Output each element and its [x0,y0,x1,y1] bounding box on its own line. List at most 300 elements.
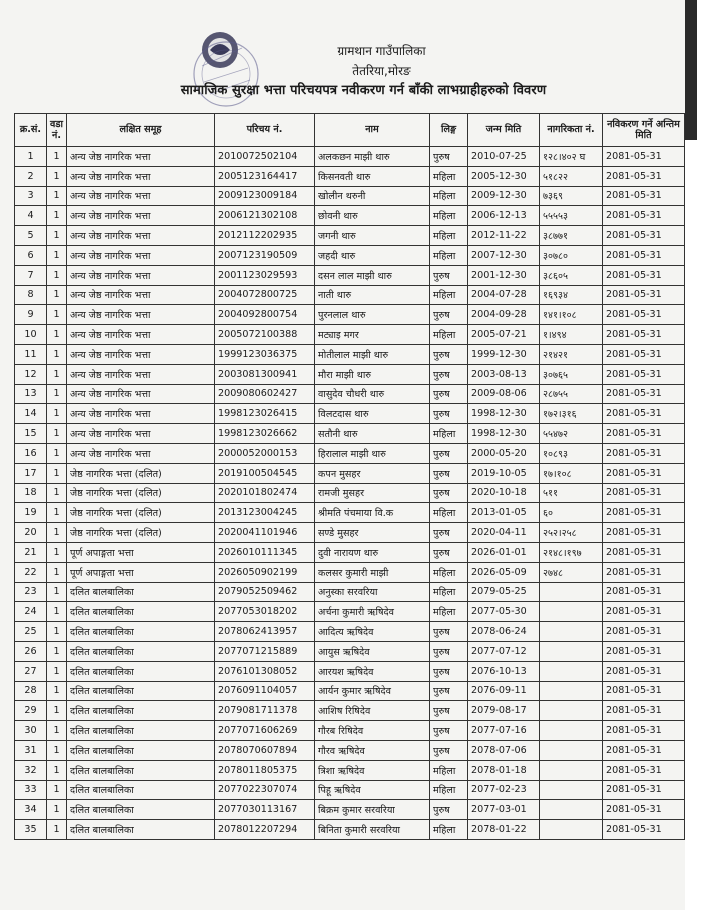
cell-dob: 1998-12-30 [468,424,540,444]
cell-gender: महिला [430,582,468,602]
cell-name: गौरव ऋषिदेव [315,740,430,760]
cell-target-group: दलित बालबालिका [67,760,215,780]
cell-dob: 2009-08-06 [468,384,540,404]
cell-dob: 2077-05-30 [468,602,540,622]
cell-renewal-deadline: 2081-05-31 [603,424,685,444]
cell-gender: महिला [430,602,468,622]
cell-target-group: अन्य जेष्ठ नागरिक भत्ता [67,147,215,167]
cell-target-group: जेष्ठ नागरिक भत्ता (दलित) [67,463,215,483]
cell-ward: 1 [47,483,67,503]
cell-renewal-deadline: 2081-05-31 [603,681,685,701]
cell-ward: 1 [47,166,67,186]
col-target-group: लक्षित समूह [67,114,215,147]
cell-target-group: अन्य जेष्ठ नागरिक भत्ता [67,166,215,186]
cell-gender: महिला [430,166,468,186]
table-row [15,602,685,622]
cell-citizenship [540,622,603,642]
cell-ward: 1 [47,721,67,741]
table-row [15,820,685,840]
table-row [15,562,685,582]
cell-dob: 2077-03-01 [468,800,540,820]
cell-name: मौरा माझी थारु [315,364,430,384]
cell-dob: 2026-01-01 [468,542,540,562]
cell-ward: 1 [47,404,67,424]
cell-citizenship: ५११ [540,483,603,503]
cell-name: जगनी थारु [315,226,430,246]
cell-id-number: 2079052509462 [215,582,315,602]
cell-name: नाती थारु [315,285,430,305]
cell-citizenship [540,602,603,622]
cell-citizenship: १४१।१०८ [540,305,603,325]
table-row [15,206,685,226]
cell-name: आरयश ऋषिदेव [315,661,430,681]
cell-renewal-deadline: 2081-05-31 [603,245,685,265]
cell-dob: 2009-12-30 [468,186,540,206]
cell-gender: पुरुष [430,701,468,721]
table-row [15,226,685,246]
cell-citizenship: ५५५५३ [540,206,603,226]
cell-citizenship: ५१८२२ [540,166,603,186]
cell-name: त्रिशा ऋषिदेव [315,760,430,780]
cell-serial: 21 [15,542,47,562]
cell-id-number: 1999123036375 [215,344,315,364]
cell-target-group: अन्य जेष्ठ नागरिक भत्ता [67,424,215,444]
cell-id-number: 2026050902199 [215,562,315,582]
cell-dob: 2012-11-22 [468,226,540,246]
cell-renewal-deadline: 2081-05-31 [603,503,685,523]
cell-name: आर्यन कुमार ऋषिदेव [315,681,430,701]
cell-target-group: जेष्ठ नागरिक भत्ता (दलित) [67,503,215,523]
cell-name: अर्चना कुमारी ऋषिदेव [315,602,430,622]
cell-citizenship: २१४८।१९७ [540,542,603,562]
table-row [15,424,685,444]
cell-name: सण्डे मुसहर [315,523,430,543]
cell-renewal-deadline: 2081-05-31 [603,483,685,503]
cell-citizenship: १०८९३ [540,443,603,463]
cell-ward: 1 [47,661,67,681]
cell-renewal-deadline: 2081-05-31 [603,641,685,661]
col-dob: जन्म मिति [468,114,540,147]
cell-serial: 24 [15,602,47,622]
table-row [15,245,685,265]
cell-dob: 2076-10-13 [468,661,540,681]
cell-id-number: 2013123004245 [215,503,315,523]
cell-serial: 10 [15,325,47,345]
cell-renewal-deadline: 2081-05-31 [603,820,685,840]
table-row [15,147,685,167]
cell-renewal-deadline: 2081-05-31 [603,760,685,780]
cell-gender: पुरुष [430,147,468,167]
table-row [15,285,685,305]
cell-id-number: 2004072800725 [215,285,315,305]
table-row [15,681,685,701]
cell-citizenship: २५२।२५८ [540,523,603,543]
table-row [15,641,685,661]
cell-target-group: दलित बालबालिका [67,622,215,642]
municipality-name: ग्रामथान गाउँपालिका [337,44,426,58]
cell-renewal-deadline: 2081-05-31 [603,384,685,404]
cell-renewal-deadline: 2081-05-31 [603,562,685,582]
cell-id-number: 2020041101946 [215,523,315,543]
cell-ward: 1 [47,523,67,543]
cell-citizenship: ३८७७१ [540,226,603,246]
table-row [15,503,685,523]
cell-name: बिक्रम कुमार सरवरिया [315,800,430,820]
cell-ward: 1 [47,740,67,760]
cell-id-number: 2077022307074 [215,780,315,800]
cell-target-group: अन्य जेष्ठ नागरिक भत्ता [67,186,215,206]
cell-name: वासुदेव चौधरी थारु [315,384,430,404]
cell-citizenship [540,740,603,760]
cell-serial: 3 [15,186,47,206]
col-gender: लिङ्ग [430,114,468,147]
cell-ward: 1 [47,820,67,840]
cell-gender: पुरुष [430,265,468,285]
cell-dob: 2076-09-11 [468,681,540,701]
cell-target-group: दलित बालबालिका [67,800,215,820]
table-row [15,463,685,483]
cell-renewal-deadline: 2081-05-31 [603,582,685,602]
cell-serial: 30 [15,721,47,741]
cell-gender: पुरुष [430,404,468,424]
cell-citizenship: ७३६९ [540,186,603,206]
cell-renewal-deadline: 2081-05-31 [603,226,685,246]
cell-dob: 2005-07-21 [468,325,540,345]
table-row [15,780,685,800]
cell-target-group: दलित बालबालिका [67,602,215,622]
cell-renewal-deadline: 2081-05-31 [603,305,685,325]
cell-gender: महिला [430,325,468,345]
cell-renewal-deadline: 2081-05-31 [603,325,685,345]
cell-target-group: दलित बालबालिका [67,820,215,840]
cell-renewal-deadline: 2081-05-31 [603,740,685,760]
cell-id-number: 2078062413957 [215,622,315,642]
cell-target-group: अन्य जेष्ठ नागरिक भत्ता [67,404,215,424]
cell-id-number: 1998123026415 [215,404,315,424]
cell-ward: 1 [47,582,67,602]
cell-serial: 9 [15,305,47,325]
table-row [15,186,685,206]
table-row [15,523,685,543]
cell-target-group: अन्य जेष्ठ नागरिक भत्ता [67,305,215,325]
cell-ward: 1 [47,701,67,721]
cell-serial: 15 [15,424,47,444]
cell-target-group: दलित बालबालिका [67,740,215,760]
cell-renewal-deadline: 2081-05-31 [603,443,685,463]
cell-ward: 1 [47,463,67,483]
cell-target-group: दलित बालबालिका [67,721,215,741]
table-row [15,800,685,820]
cell-name: दसन लाल माझी थारु [315,265,430,285]
cell-target-group: जेष्ठ नागरिक भत्ता (दलित) [67,483,215,503]
cell-id-number: 2079081711378 [215,701,315,721]
table-row [15,384,685,404]
cell-renewal-deadline: 2081-05-31 [603,542,685,562]
cell-name: हिरालाल माझी थारु [315,443,430,463]
cell-dob: 2004-09-28 [468,305,540,325]
cell-citizenship [540,641,603,661]
table-row [15,265,685,285]
cell-citizenship: २१४२१ [540,344,603,364]
cell-id-number: 2009123009184 [215,186,315,206]
cell-target-group: दलित बालबालिका [67,641,215,661]
cell-ward: 1 [47,384,67,404]
cell-serial: 25 [15,622,47,642]
cell-citizenship [540,582,603,602]
cell-renewal-deadline: 2081-05-31 [603,602,685,622]
cell-ward: 1 [47,542,67,562]
cell-name: खोलीन थरुनी [315,186,430,206]
cell-serial: 28 [15,681,47,701]
cell-renewal-deadline: 2081-05-31 [603,701,685,721]
table-row [15,740,685,760]
cell-serial: 31 [15,740,47,760]
cell-gender: महिला [430,760,468,780]
cell-name: आदित्य ऋषिदेव [315,622,430,642]
cell-ward: 1 [47,602,67,622]
cell-serial: 17 [15,463,47,483]
cell-ward: 1 [47,443,67,463]
cell-gender: पुरुष [430,622,468,642]
cell-name: गौरब रिषिदेव [315,721,430,741]
table-row [15,344,685,364]
cell-renewal-deadline: 2081-05-31 [603,780,685,800]
cell-target-group: अन्य जेष्ठ नागरिक भत्ता [67,344,215,364]
cell-id-number: 2077071215889 [215,641,315,661]
cell-dob: 2077-07-12 [468,641,540,661]
cell-dob: 2078-07-06 [468,740,540,760]
cell-name: आयुस ऋषिदेव [315,641,430,661]
cell-target-group: अन्य जेष्ठ नागरिक भत्ता [67,265,215,285]
cell-ward: 1 [47,641,67,661]
cell-id-number: 2004092800754 [215,305,315,325]
cell-name: छोवनी थारु [315,206,430,226]
cell-dob: 2077-07-16 [468,721,540,741]
cell-citizenship: १७।१०८ [540,463,603,483]
cell-citizenship [540,661,603,681]
cell-id-number: 2077030113167 [215,800,315,820]
cell-ward: 1 [47,424,67,444]
cell-gender: पुरुष [430,542,468,562]
cell-name: मोतीलाल माझी थारु [315,344,430,364]
cell-serial: 32 [15,760,47,780]
table-row [15,443,685,463]
table-body [15,147,685,840]
cell-ward: 1 [47,800,67,820]
cell-gender: पुरुष [430,443,468,463]
cell-name: दुवी नारायण थारु [315,542,430,562]
cell-gender: पुरुष [430,463,468,483]
cell-gender: पुरुष [430,344,468,364]
cell-name: किसनवती थारु [315,166,430,186]
cell-id-number: 2019100504545 [215,463,315,483]
cell-citizenship [540,780,603,800]
cell-dob: 2020-04-11 [468,523,540,543]
cell-name: विलटदास थारु [315,404,430,424]
cell-serial: 26 [15,641,47,661]
cell-gender: पुरुष [430,681,468,701]
cell-citizenship: १६९३४ [540,285,603,305]
cell-citizenship [540,760,603,780]
cell-serial: 33 [15,780,47,800]
cell-serial: 19 [15,503,47,523]
table-row [15,364,685,384]
cell-renewal-deadline: 2081-05-31 [603,800,685,820]
cell-dob: 2079-08-17 [468,701,540,721]
cell-dob: 1999-12-30 [468,344,540,364]
col-name: नाम [315,114,430,147]
cell-citizenship [540,800,603,820]
cell-dob: 2003-08-13 [468,364,540,384]
cell-target-group: दलित बालबालिका [67,661,215,681]
cell-renewal-deadline: 2081-05-31 [603,344,685,364]
table-row [15,305,685,325]
col-serial: क्र.सं. [15,114,47,147]
table-row [15,721,685,741]
cell-gender: महिला [430,503,468,523]
cell-serial: 6 [15,245,47,265]
cell-dob: 2020-10-18 [468,483,540,503]
cell-id-number: 2026010111345 [215,542,315,562]
cell-dob: 2010-07-25 [468,147,540,167]
cell-id-number: 2005072100388 [215,325,315,345]
cell-ward: 1 [47,364,67,384]
cell-ward: 1 [47,305,67,325]
cell-dob: 2005-12-30 [468,166,540,186]
cell-renewal-deadline: 2081-05-31 [603,463,685,483]
cell-serial: 34 [15,800,47,820]
cell-gender: महिला [430,245,468,265]
table-row [15,661,685,681]
cell-citizenship: ३०७६५ [540,364,603,384]
cell-gender: पुरुष [430,740,468,760]
cell-dob: 2001-12-30 [468,265,540,285]
cell-ward: 1 [47,503,67,523]
cell-target-group: अन्य जेष्ठ नागरिक भत्ता [67,384,215,404]
cell-name: आशिष रिषिदेव [315,701,430,721]
cell-ward: 1 [47,681,67,701]
cell-dob: 2077-02-23 [468,780,540,800]
cell-target-group: अन्य जेष्ठ नागरिक भत्ता [67,325,215,345]
cell-renewal-deadline: 2081-05-31 [603,622,685,642]
cell-renewal-deadline: 2081-05-31 [603,186,685,206]
cell-serial: 7 [15,265,47,285]
cell-id-number: 2077053018202 [215,602,315,622]
cell-gender: महिला [430,780,468,800]
cell-dob: 2078-01-18 [468,760,540,780]
cell-ward: 1 [47,325,67,345]
cell-ward: 1 [47,562,67,582]
cell-serial: 12 [15,364,47,384]
cell-gender: महिला [430,562,468,582]
table-row [15,760,685,780]
cell-gender: महिला [430,285,468,305]
cell-name: बिनिता कुमारी सरवरिया [315,820,430,840]
cell-id-number: 2020101802474 [215,483,315,503]
cell-name: पुरनलाल थारु [315,305,430,325]
cell-serial: 1 [15,147,47,167]
municipality-address: तेतरिया,मोरङ [352,64,411,78]
cell-gender: पुरुष [430,800,468,820]
cell-ward: 1 [47,226,67,246]
table-row [15,701,685,721]
cell-name: अनुस्का सरवरिया [315,582,430,602]
cell-id-number: 2007123190509 [215,245,315,265]
cell-dob: 2026-05-09 [468,562,540,582]
cell-citizenship: ६० [540,503,603,523]
cell-gender: महिला [430,424,468,444]
cell-id-number: 2003081300941 [215,364,315,384]
cell-citizenship: २७४८ [540,562,603,582]
cell-serial: 27 [15,661,47,681]
cell-dob: 2019-10-05 [468,463,540,483]
cell-name: कपन मुसहर [315,463,430,483]
cell-ward: 1 [47,285,67,305]
col-ward: वडा नं. [47,114,67,147]
cell-gender: पुरुष [430,384,468,404]
cell-serial: 5 [15,226,47,246]
table-row [15,542,685,562]
document-header [0,0,703,118]
cell-target-group: अन्य जेष्ठ नागरिक भत्ता [67,285,215,305]
cell-renewal-deadline: 2081-05-31 [603,206,685,226]
table-row [15,582,685,602]
cell-id-number: 2078012207294 [215,820,315,840]
cell-name: सतौनी थारु [315,424,430,444]
col-id-number: परिचय नं. [215,114,315,147]
cell-citizenship: १७२।३१६ [540,404,603,424]
cell-ward: 1 [47,760,67,780]
cell-citizenship [540,681,603,701]
cell-target-group: अन्य जेष्ठ नागरिक भत्ता [67,364,215,384]
cell-renewal-deadline: 2081-05-31 [603,285,685,305]
cell-serial: 4 [15,206,47,226]
cell-gender: पुरुष [430,721,468,741]
cell-id-number: 1998123026662 [215,424,315,444]
cell-id-number: 2010072502104 [215,147,315,167]
cell-citizenship: १२८।४०२ घ [540,147,603,167]
cell-citizenship [540,721,603,741]
cell-ward: 1 [47,186,67,206]
cell-target-group: अन्य जेष्ठ नागरिक भत्ता [67,226,215,246]
cell-dob: 2000-05-20 [468,443,540,463]
cell-target-group: दलित बालबालिका [67,582,215,602]
cell-id-number: 2078070607894 [215,740,315,760]
cell-dob: 2078-01-22 [468,820,540,840]
cell-gender: महिला [430,206,468,226]
cell-gender: पुरुष [430,305,468,325]
cell-id-number: 2000052000153 [215,443,315,463]
cell-serial: 22 [15,562,47,582]
cell-serial: 35 [15,820,47,840]
cell-name: जहदी थारु [315,245,430,265]
cell-serial: 20 [15,523,47,543]
cell-dob: 2006-12-13 [468,206,540,226]
cell-serial: 18 [15,483,47,503]
cell-serial: 16 [15,443,47,463]
cell-ward: 1 [47,206,67,226]
cell-renewal-deadline: 2081-05-31 [603,265,685,285]
cell-id-number: 2076101308052 [215,661,315,681]
cell-citizenship: १।४९४ [540,325,603,345]
cell-id-number: 2078011805375 [215,760,315,780]
cell-id-number: 2005123164417 [215,166,315,186]
cell-citizenship [540,820,603,840]
cell-name: पिहू ऋषिदेव [315,780,430,800]
col-renewal-deadline: नविकरण गर्ने अन्तिम मिति [603,114,685,147]
cell-target-group: जेष्ठ नागरिक भत्ता (दलित) [67,523,215,543]
cell-dob: 1998-12-30 [468,404,540,424]
